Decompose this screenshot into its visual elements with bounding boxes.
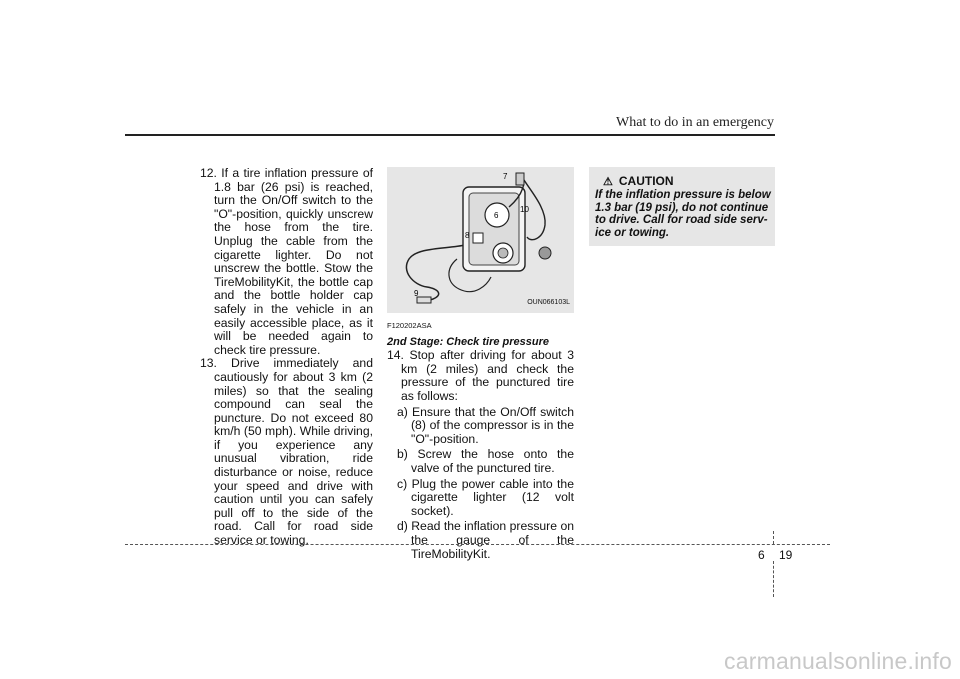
step-12: 12. If a tire inflation pressure of 1.8 bar (26 psi) is reached, turn the On/Off switch to the "O"-position, quickly unscrew the hose from the tire. Unplug the cable from the cigarette lighter. Do not unscrew the bottle. Stow the TireMobilityKit, the bottle cap and the bottle holder cap safely in the vehicle in an easily accessible place, as it will be needed again to check tire pressure.: [200, 166, 373, 357]
figure-code: OUN066103L: [527, 299, 570, 307]
subheading: 2nd Stage: Check tire pressure: [387, 335, 550, 348]
substep-a: a) Ensure that the On/Off switch (8) of the compressor is in the "O"-position.: [397, 404, 574, 446]
footer-rule: [125, 544, 830, 545]
section-title: What to do in an emergency: [616, 115, 774, 130]
substep-c: c) Plug the power cable into the cigarette lighter (12 volt socket).: [397, 476, 574, 518]
callout-6: 6: [494, 211, 499, 220]
middle-column: [387, 167, 574, 561]
onoff-switch: [473, 233, 483, 243]
page-number: 19: [779, 548, 793, 562]
bottle-cap: [539, 247, 551, 259]
chapter-number: 6: [758, 548, 765, 562]
caution-heading: [603, 174, 674, 188]
tire-mobility-kit-figure: [387, 167, 574, 313]
caution-box: [589, 167, 775, 246]
page-marker-line-bottom: [773, 561, 774, 597]
callout-10: 10: [520, 205, 529, 214]
step-13: 13. Drive immediately and cautiously for about 3 km (2 miles) so that the sealing compound can seal the puncture. Do not exceed 80 km/h (50 mph). While driving, if you experience any unusual vibration, ride disturbance or noise, reduce your speed and drive with caution until you can safely pull off to the side of the road. Call for road side service or towing.: [200, 356, 373, 548]
plug: [417, 297, 431, 303]
left-column: [200, 167, 373, 548]
header-rule: [125, 134, 775, 136]
callout-7: 7: [503, 172, 508, 181]
caution-text: If the inflation pressure is below 1.3 bar (19 psi), do not continue to drive. Call for road side serv-ice or towing.: [595, 189, 771, 239]
step-14: 14. Stop after driving for about 3 km (2 miles) and check the pressure of the punctured tire as follows:: [387, 348, 574, 403]
callout-9: 9: [414, 289, 419, 298]
watermark: carmanualsonline.info: [724, 648, 952, 674]
hose-connector: [516, 173, 524, 185]
substep-d: d) Read the inflation pressure on the gauge of the TireMobilityKit.: [397, 519, 574, 561]
section-code: F120202ASA: [387, 321, 432, 330]
caution-title: CAUTION: [618, 174, 674, 188]
tire-mobility-kit-illustration: [387, 167, 574, 313]
warning-triangle-icon: ⚠: [603, 176, 613, 188]
callout-8: 8: [465, 231, 470, 240]
substep-b: b) Screw the hose onto the valve of the punctured tire.: [397, 447, 574, 475]
page-marker-line-top: [773, 531, 774, 544]
gauge-face: [498, 248, 508, 258]
